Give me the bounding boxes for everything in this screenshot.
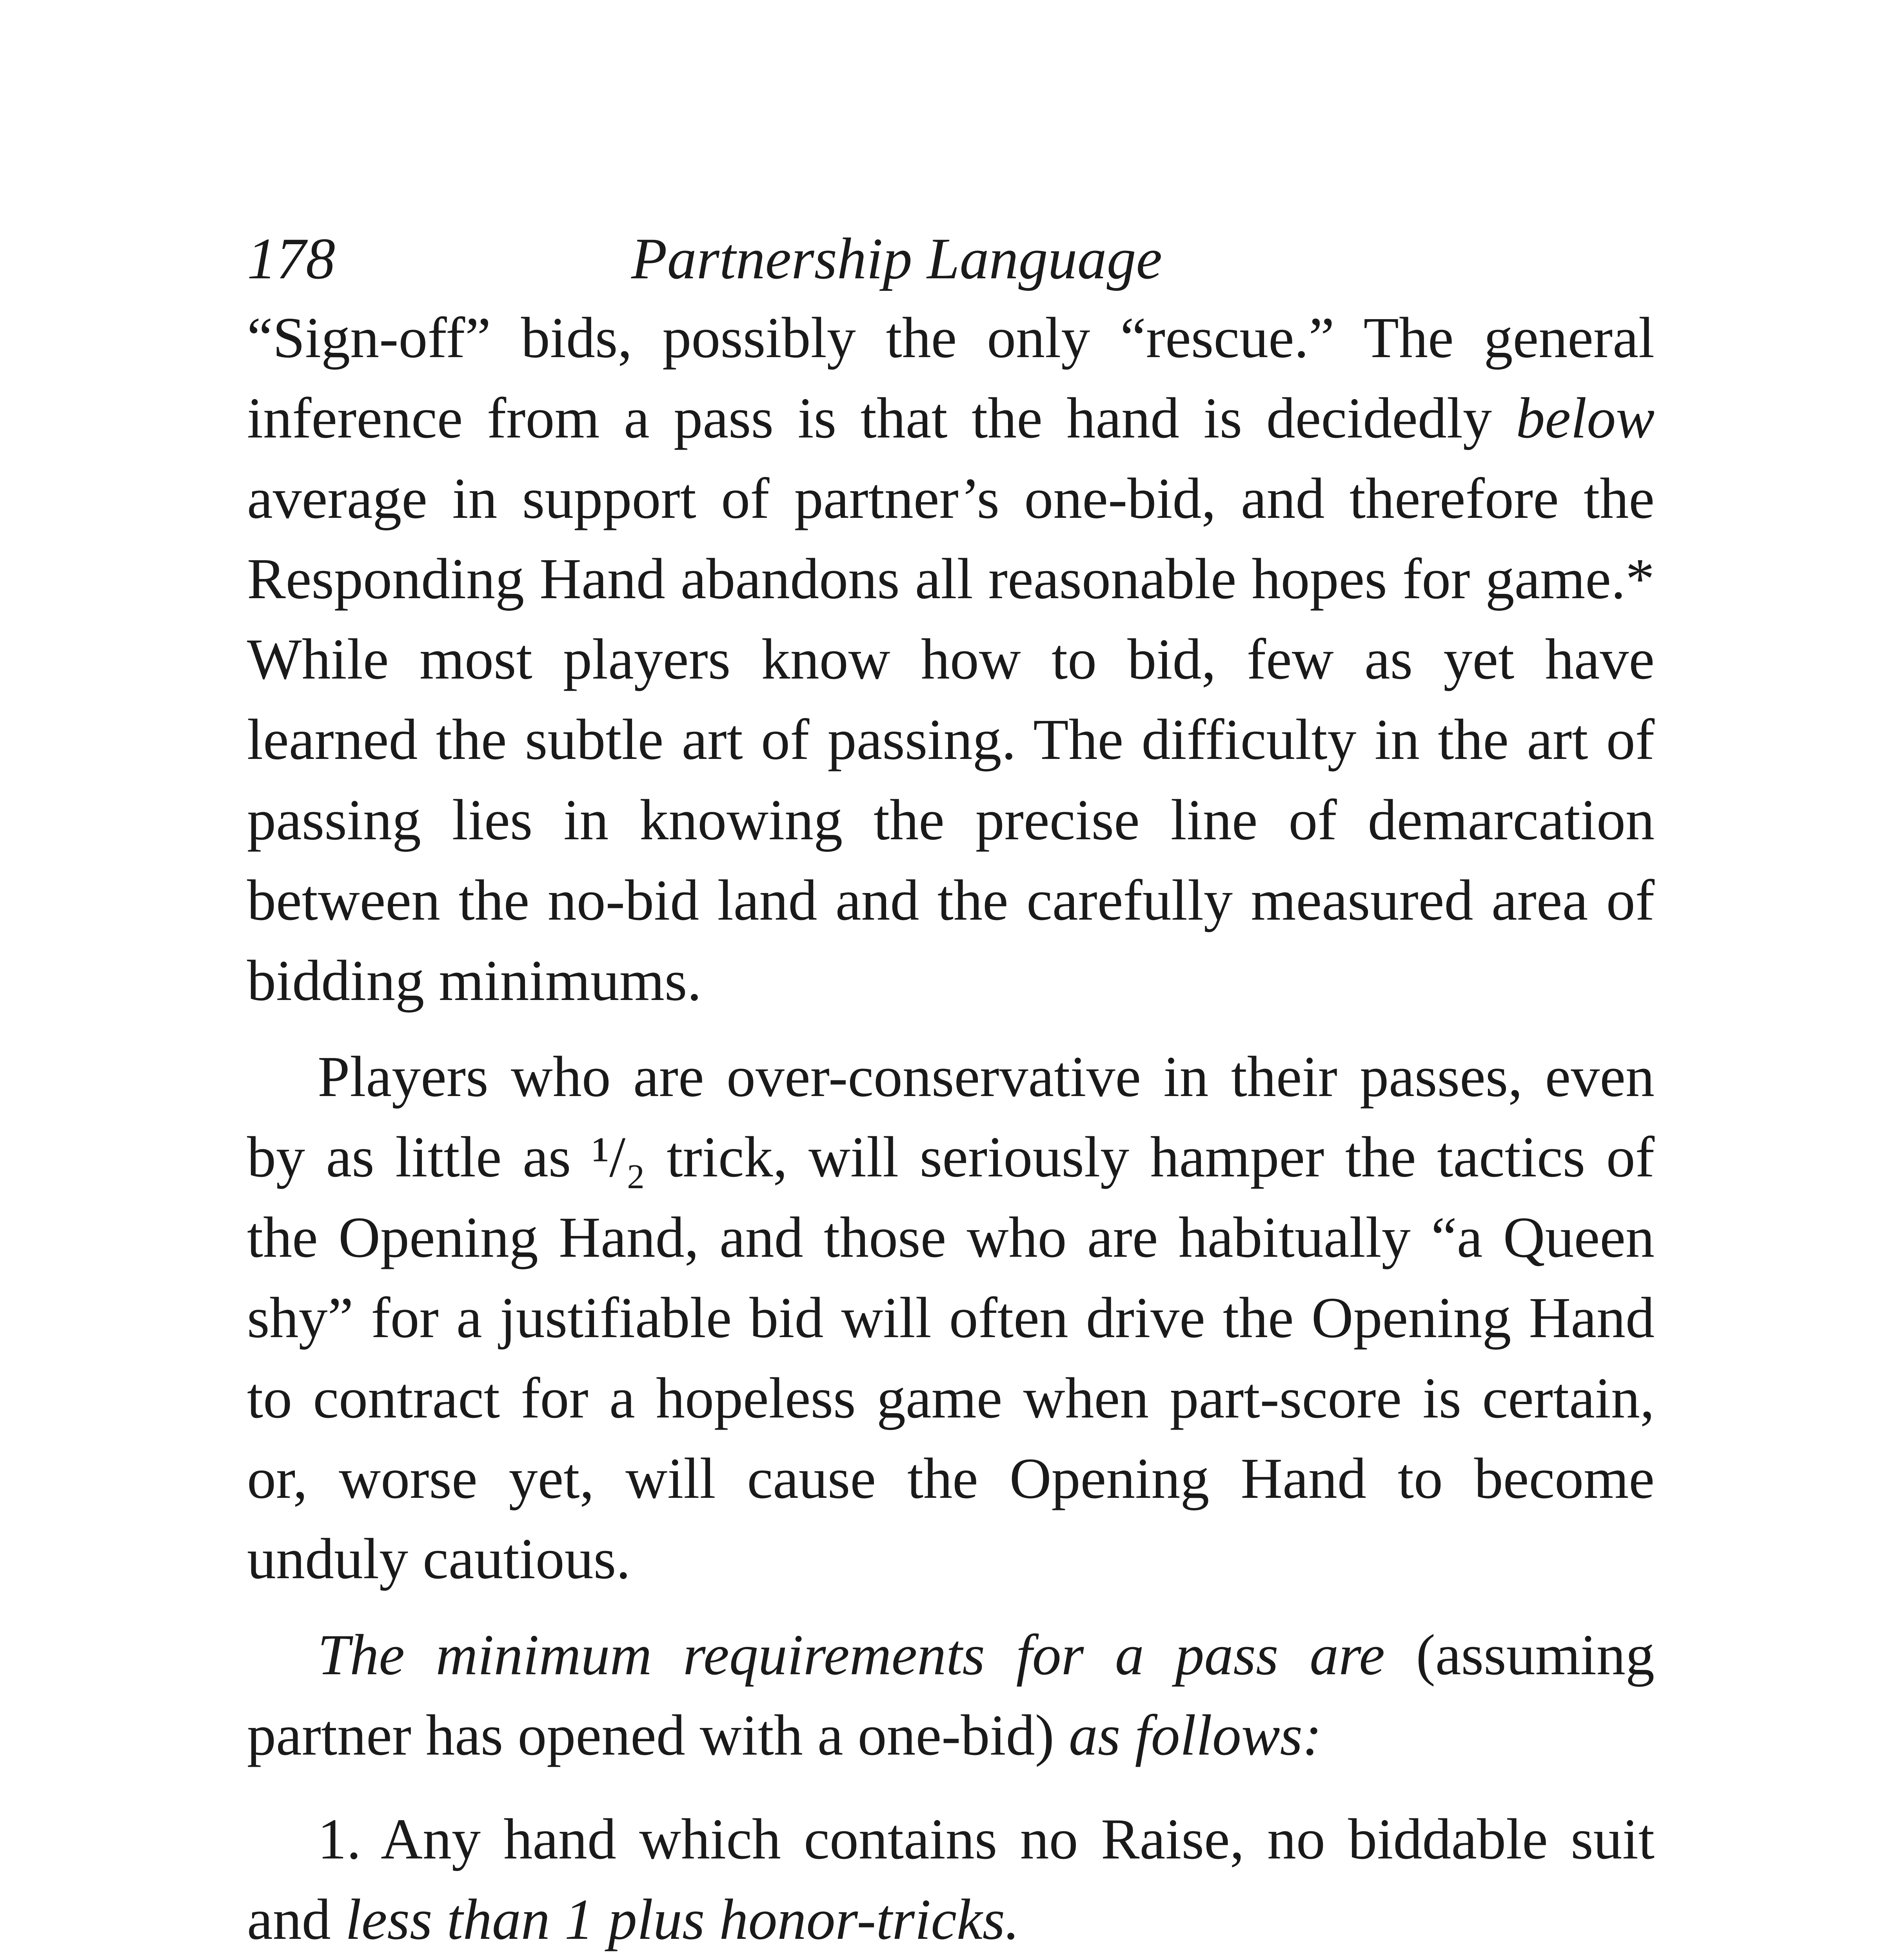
paragraph-text: trick, will seriously hamper the tactics of the Opening Hand, and those who are habitually “a Queen shy” for a justifiable bid will often drive the Opening Hand to contract for a hopeless game when part-score is certain, or, worse yet, will cause the Opening Hand to become unduly cautious. (247, 1125, 1655, 1591)
running-title: Partnership Language (631, 226, 1163, 291)
paragraph-minimum-requirements (247, 1615, 1655, 1776)
book-page (247, 220, 1655, 1960)
body-text (247, 298, 1655, 1960)
paragraph-text: “Sign-off” bids, possibly the only “rescue.” The general inference from a pass is that the hand is decidedly (247, 306, 1655, 450)
paragraph-sign-off (247, 298, 1655, 1021)
paragraph-text: average in support of partner’s one-bid, and therefore the Responding Hand abandons all reasonable hopes for game.* While most players know how to bid, few as yet have learned the subtle art of passing. The difficulty in the art of passing lies in knowing the precise line of demarcation between the no-bid land and the carefully measured area of bidding minimums. (247, 466, 1655, 1013)
emphasis-less-than-1-plus: less than 1 plus honor-tricks. (345, 1887, 1020, 1952)
emphasis-below: below (1516, 386, 1655, 450)
list-item-1 (247, 1799, 1655, 1960)
paragraph-text: (assuming partner has opened with a one-bid) (247, 1623, 1655, 1768)
list-item-text: 1. Any hand which contains no Raise, no biddable suit and (247, 1807, 1655, 1952)
emphasis-as-follows: as follows: (1068, 1703, 1322, 1768)
fraction-half: ¹/₂ (592, 1125, 646, 1189)
paragraph-text: Players who are over-conservative in their passes, even by as little as (247, 1045, 1655, 1189)
paragraph-over-conservative (247, 1037, 1655, 1599)
page-number: 178 (247, 226, 335, 291)
emphasis-requirements: The minimum requirements for a pass are (318, 1623, 1385, 1687)
running-head (247, 220, 1655, 298)
